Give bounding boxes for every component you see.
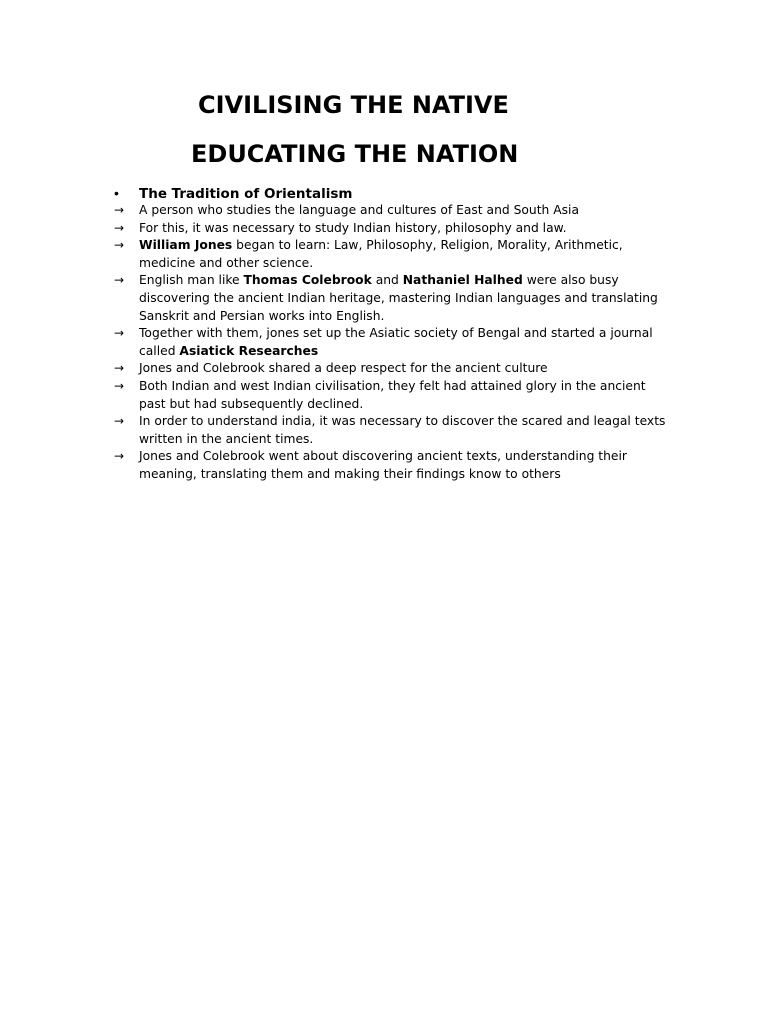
text-run: In order to understand india, it was necessary to discover the scared and leagal texts written in the ancient times. (139, 414, 666, 446)
list-item (114, 220, 674, 238)
arrow-right-icon: → (114, 378, 125, 393)
text-run: For this, it was necessary to study Indian history, philosophy and law. (139, 220, 567, 235)
list-item-text (139, 448, 674, 483)
bold-term: Asiatick Researches (179, 343, 319, 358)
list-item-text (139, 220, 674, 238)
list-item-text (139, 237, 674, 272)
bullet-icon: • (114, 185, 119, 201)
text-run: began to learn: Law, Philosophy, Religion, Morality, Arithmetic, medicine and other science. (139, 238, 623, 270)
list-item (114, 360, 674, 378)
arrow-right-icon: → (114, 238, 125, 253)
list-item (114, 325, 674, 360)
list-item-text (139, 413, 674, 448)
arrow-right-icon: → (114, 361, 125, 376)
text-run: Together with them, jones set up the Asiatic society of Bengal and started a journal called (139, 326, 653, 358)
list-item-text (139, 360, 674, 378)
section-heading-text: The Tradition of Orientalism (139, 186, 353, 202)
list-item (114, 413, 674, 448)
arrow-right-icon: → (114, 414, 125, 429)
list-item (114, 448, 674, 483)
text-run: and (371, 273, 403, 288)
bold-term: William Jones (139, 238, 233, 253)
section-heading (114, 183, 674, 204)
bold-term: Nathaniel Halhed (402, 273, 523, 288)
text-run: Jones and Colebrook shared a deep respect for the ancient culture (139, 361, 548, 376)
text-run: English man like (139, 273, 244, 288)
text-run: were also busy discovering the ancient Indian heritage, mastering Indian languages and translating Sanskrit and Persian works into English. (139, 273, 658, 323)
arrow-right-icon: → (114, 326, 125, 341)
bold-term: Thomas Colebrook (243, 273, 372, 288)
list-item (114, 237, 674, 272)
arrow-right-icon: → (114, 203, 125, 217)
list-item (114, 202, 674, 220)
list-item-text (139, 378, 674, 413)
list-item (114, 378, 674, 413)
arrow-right-icon: → (114, 449, 125, 464)
bullet-list (114, 202, 674, 484)
arrow-right-icon: → (114, 273, 125, 288)
text-run: Jones and Colebrook went about discovering ancient texts, understanding their meaning, translating them and making their findings know to others (139, 449, 627, 481)
list-item (114, 272, 674, 325)
text-run: Both Indian and west Indian civilisation, they felt had attained glory in the ancient past but had subsequently declined. (139, 378, 646, 411)
list-item-text (139, 325, 674, 360)
list-item-text (139, 202, 674, 220)
text-run: A person who studies the language and cultures of East and South Asia (139, 203, 579, 217)
document-subtitle: EDUCATING THE NATION (191, 140, 519, 168)
list-item-text (139, 272, 674, 325)
document-title: CIVILISING THE NATIVE (198, 91, 509, 119)
arrow-right-icon: → (114, 220, 125, 235)
